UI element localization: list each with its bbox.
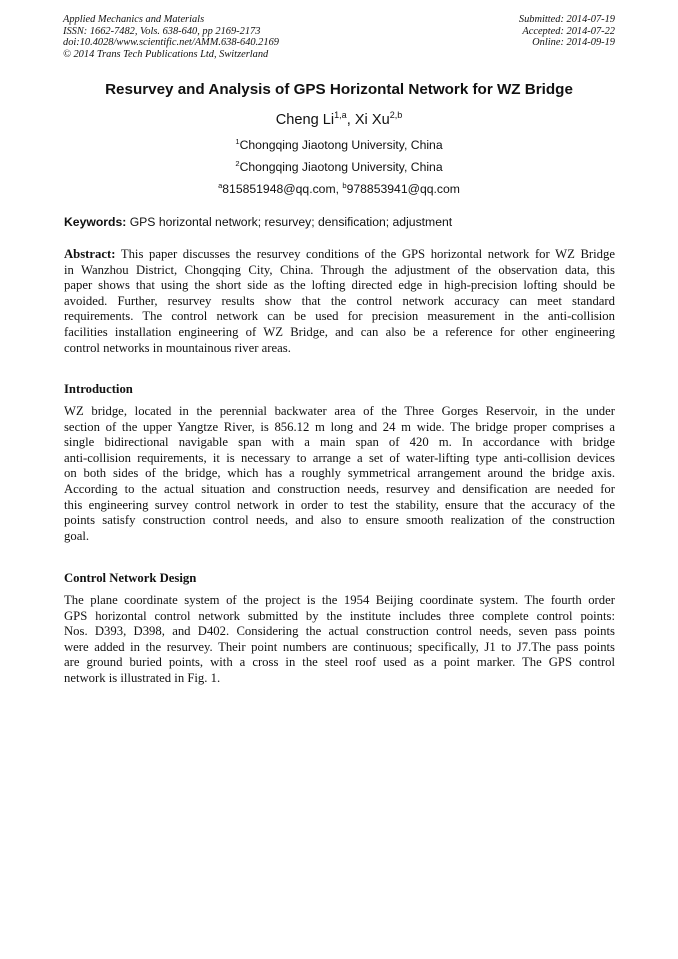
journal-copyright: © 2014 Trans Tech Publications Ltd, Switzerland xyxy=(63,48,269,60)
journal-name: Applied Mechanics and Materials xyxy=(63,14,205,25)
date-online: Online: 2014-09-19 xyxy=(532,37,615,49)
abstract-label: Abstract: xyxy=(64,247,116,261)
abstract-text: This paper discusses the resurvey conditions of the GPS horizontal network for WZ Bridge xyxy=(115,247,615,261)
control-network-line: The plane coordinate system of the project is the 1954 Beijing coordinate system. The fourth order xyxy=(64,593,615,607)
affiliation-1 xyxy=(0,138,678,152)
introduction-line: WZ bridge, located in the perennial backwater area of the Three Gorges Reservoir, in the under xyxy=(64,404,615,418)
control-network-line: Nos. D393, D398, and D402. Considering the actual construction control needs, seven pass points xyxy=(64,624,615,639)
abstract-line: requirements. The control network can be used for precision measurement in the anti-collision xyxy=(64,309,615,324)
keywords-text: GPS horizontal network; resurvey; densification; adjustment xyxy=(126,215,453,229)
journal-doi: doi:10.4028/www.scientific.net/AMM.638-640.2169 xyxy=(63,37,279,49)
introduction-line: According to the actual situation and construction needs, resurvey and densification are needed for xyxy=(64,481,615,496)
abstract-line: in Wanzhou District, Chongqing City, China. Through the adjustment of the observation data, this xyxy=(64,262,615,277)
control-network-line: were added in the resurvey. Their point numbers are continuous; specifically, J1 to J7.The pass points xyxy=(64,639,615,654)
email-sup: b xyxy=(342,180,347,190)
abstract-paragraph xyxy=(64,247,615,356)
author-separator: , xyxy=(346,112,355,128)
email-text: 815851948@qq.com, xyxy=(222,182,343,196)
introduction-line: goal. xyxy=(64,528,90,543)
author-sup: 2,b xyxy=(389,110,403,121)
introduction-line: on both sides of the bridge, which has a roughly symmetrical arrangement around the bridge axis. xyxy=(64,466,615,481)
control-network-line: network is illustrated in Fig. 1. xyxy=(64,670,221,685)
control-network-line: GPS horizontal control network submitted by the institute includes three complete control points: xyxy=(64,608,615,623)
abstract-line xyxy=(64,247,615,263)
author-list xyxy=(0,112,678,128)
abstract-line: control networks in mountainous river areas. xyxy=(64,340,291,355)
introduction-heading: Introduction xyxy=(64,382,133,396)
introduction-line: anti-collision requirements, it is necessary to arrange a set of water-lifting type anti-collision devices xyxy=(64,450,615,465)
introduction-paragraph xyxy=(64,404,615,544)
affiliation-text: Chongqing Jiaotong University, China xyxy=(239,160,443,174)
affiliation-text: Chongqing Jiaotong University, China xyxy=(239,138,443,152)
abstract-line: avoided. Further, resurvey results show that the control network accuracy can meet standard xyxy=(64,293,615,308)
keywords xyxy=(64,215,616,229)
date-submitted: Submitted: 2014-07-19 xyxy=(518,14,615,25)
paper-title: Resurvey and Analysis of GPS Horizontal Network for WZ Bridge xyxy=(105,81,573,98)
author-name: Cheng Li xyxy=(275,112,335,128)
introduction-line: this engineering survey control network in order to test the stability, ensure that the accuracy of the xyxy=(64,497,615,512)
affiliation-sup: 1 xyxy=(235,136,240,146)
abstract-line: paper shows that using the short side as the lofting directed edge in high-precision lofting should be xyxy=(64,278,615,293)
introduction-line: section of the upper Yangtze River, is 856.12 m long and 24 m wide. The bridge proper comprises a xyxy=(64,419,615,434)
journal-info xyxy=(63,14,279,60)
email-text: 978853941@qq.com xyxy=(346,182,460,196)
email-sup: a xyxy=(218,180,223,190)
publication-dates xyxy=(519,14,615,49)
author-sup: 1,a xyxy=(334,110,347,121)
date-accepted: Accepted: 2014-07-22 xyxy=(522,25,615,37)
abstract-line: facilities installation engineering of WZ Bridge, and can also be a reference for other engineering xyxy=(64,324,615,339)
affiliation-sup: 2 xyxy=(235,158,240,168)
author-emails xyxy=(0,182,678,196)
keywords-label: Keywords: xyxy=(64,215,127,229)
control-network-paragraph xyxy=(64,593,615,687)
affiliation-2 xyxy=(0,160,678,174)
control-network-heading: Control Network Design xyxy=(64,571,197,585)
journal-issn: ISSN: 1662-7482, Vols. 638-640, pp 2169-2173 xyxy=(63,25,261,37)
introduction-line: single bidirectional navigable span with a main span of 420 m. In accordance with bridge xyxy=(64,435,615,450)
author-name: Xi Xu xyxy=(354,112,390,128)
control-network-line: are ground buried points, with a cross in the steel roof used as a point marker. The GPS control xyxy=(64,655,615,670)
introduction-line: points satisfy construction control needs, and also to ensure smooth realization of the construction xyxy=(64,513,615,528)
